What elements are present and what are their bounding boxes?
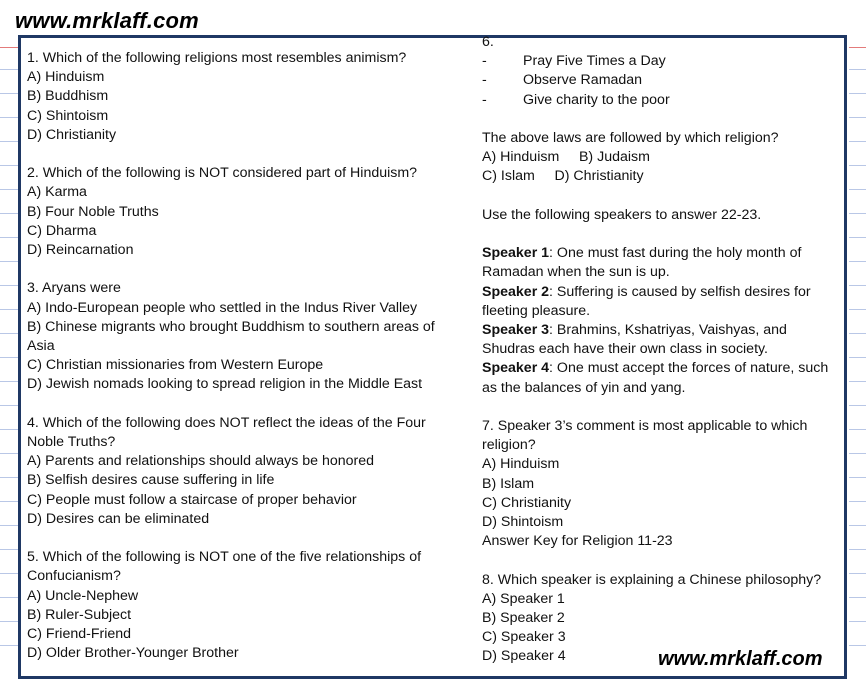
option: D) Desires can be eliminated xyxy=(27,510,210,527)
speaker-text: : One must accept the forces of nature, such as the balances of yin and yang. xyxy=(482,360,829,396)
rule-line xyxy=(849,525,866,526)
rule-line xyxy=(849,333,866,334)
question-2: 2. Which of the following is NOT considered part of Hinduism? xyxy=(27,165,418,182)
rule-line xyxy=(0,573,18,574)
rule-line xyxy=(849,381,866,382)
rule-line xyxy=(849,429,866,430)
dash-bullet: - xyxy=(482,72,487,89)
speaker-3 xyxy=(482,321,792,359)
margin-rule xyxy=(0,47,18,48)
speaker-1 xyxy=(482,244,822,282)
option: A) Parents and relationships should always be honored xyxy=(27,453,375,470)
right-column xyxy=(482,33,842,667)
rule-line xyxy=(0,117,18,118)
dash-bullet: - xyxy=(482,91,487,108)
speaker-label: Speaker 2 xyxy=(482,283,550,300)
option: A) Karma xyxy=(27,184,87,201)
law-item xyxy=(482,91,842,110)
law-text: Give charity to the poor xyxy=(523,91,670,108)
site-url-footer: www.mrklaff.com xyxy=(658,648,823,670)
speaker-text: : One must fast during the holy month of Ramadan when the sun is up. xyxy=(482,245,802,281)
rule-line xyxy=(0,477,18,478)
rule-line xyxy=(849,165,866,166)
question-5: 5. Which of the following is NOT one of the five relationships of Confucianism? xyxy=(27,549,422,585)
option: B) Selfish desires cause suffering in life xyxy=(27,472,275,489)
rule-line xyxy=(0,309,18,310)
option: D) Reincarnation xyxy=(27,242,134,259)
rule-line xyxy=(0,189,18,190)
option: D) Older Brother-Younger Brother xyxy=(27,645,239,662)
rule-line xyxy=(849,285,866,286)
speaker-text: : Brahmins, Kshatriyas, Vaishyas, and Shudras each have their own class in society. xyxy=(482,322,787,358)
rule-line xyxy=(849,645,866,646)
option: C) Speaker 3 xyxy=(482,629,566,646)
rule-line xyxy=(0,93,18,94)
dash-bullet: - xyxy=(482,53,487,70)
rule-line xyxy=(849,357,866,358)
speaker-label: Speaker 1 xyxy=(482,245,550,262)
option: B) Chinese migrants who brought Buddhism to southern areas of Asia xyxy=(27,318,435,355)
rule-line xyxy=(849,597,866,598)
rule-line xyxy=(0,549,18,550)
question-4: 4. Which of the following does NOT reflect the ideas of the Four Noble Truths? xyxy=(27,414,426,451)
option: D) Christianity xyxy=(27,126,117,143)
question-8: 8. Which speaker is explaining a Chinese philosophy? xyxy=(482,571,822,588)
rule-line xyxy=(849,213,866,214)
rule-line xyxy=(0,405,18,406)
option: C) Christianity xyxy=(482,494,572,511)
rule-line xyxy=(0,213,18,214)
option: D) Jewish nomads looking to spread religion in the Middle East xyxy=(27,376,423,393)
rule-line xyxy=(849,69,866,70)
rule-line xyxy=(849,477,866,478)
rule-line xyxy=(0,501,18,502)
option: A) Uncle-Nephew xyxy=(27,587,139,604)
answer-key-note: Answer Key for Religion 11-23 xyxy=(482,533,673,550)
option: A) Indo-European people who settled in the Indus River Valley xyxy=(27,299,418,316)
law-text: Pray Five Times a Day xyxy=(523,53,666,70)
rule-line xyxy=(0,165,18,166)
rule-line xyxy=(849,453,866,454)
law-item xyxy=(482,71,842,90)
rule-line xyxy=(849,309,866,310)
speakers-intro: Use the following speakers to answer 22-23. xyxy=(482,206,762,223)
option: C) People must follow a staircase of proper behavior xyxy=(27,491,357,508)
rule-line xyxy=(849,189,866,190)
rule-line xyxy=(849,621,866,622)
rule-line xyxy=(0,429,18,430)
question-6: The above laws are followed by which religion? xyxy=(482,130,779,146)
speaker-label: Speaker 4 xyxy=(482,360,550,377)
option: B) Islam xyxy=(482,475,535,492)
speaker-2 xyxy=(482,283,822,321)
option: B) Speaker 2 xyxy=(482,610,565,627)
rule-line xyxy=(849,237,866,238)
option: B) Ruler-Subject xyxy=(27,606,132,623)
rule-line xyxy=(849,141,866,142)
rule-line xyxy=(0,69,18,70)
rule-line xyxy=(0,597,18,598)
rule-line xyxy=(849,93,866,94)
rule-line xyxy=(0,261,18,262)
rule-line xyxy=(849,501,866,502)
option: B) Buddhism xyxy=(27,88,109,105)
option-row: C) Islam D) Christianity xyxy=(482,168,644,185)
option-row: A) Hinduism B) Judaism xyxy=(482,149,650,166)
rule-line xyxy=(0,525,18,526)
rule-line xyxy=(849,573,866,574)
speaker-label: Speaker 3 xyxy=(482,322,550,338)
question-7: 7. Speaker 3’s comment is most applicable to which religion? xyxy=(482,418,808,454)
rule-line xyxy=(0,357,18,358)
option: D) Shintoism xyxy=(482,514,564,531)
question-6-number: 6. xyxy=(482,34,494,50)
rule-line xyxy=(0,333,18,334)
option: C) Friend-Friend xyxy=(27,626,132,643)
law-text: Observe Ramadan xyxy=(523,72,643,89)
rule-line xyxy=(849,405,866,406)
question-3: 3. Aryans were xyxy=(27,280,121,297)
option: A) Speaker 1 xyxy=(482,590,565,607)
margin-rule xyxy=(849,47,866,48)
question-1: 1. Which of the following religions most resembles animism? xyxy=(27,50,407,66)
speaker-text: : Suffering is caused by selfish desires for fleeting pleasure. xyxy=(482,283,811,319)
option: D) Speaker 4 xyxy=(482,648,566,665)
rule-line xyxy=(0,285,18,286)
option: A) Hinduism xyxy=(27,69,105,86)
option: A) Hinduism xyxy=(482,456,560,473)
rule-line xyxy=(849,117,866,118)
rule-line xyxy=(0,237,18,238)
option: B) Four Noble Truths xyxy=(27,203,159,220)
law-item xyxy=(482,52,842,71)
option: C) Shintoism xyxy=(27,107,109,124)
rule-line xyxy=(849,549,866,550)
option: C) Christian missionaries from Western Europe xyxy=(27,357,324,374)
rule-line xyxy=(0,453,18,454)
rule-line xyxy=(0,141,18,142)
left-column xyxy=(27,49,447,663)
rule-line xyxy=(0,621,18,622)
rule-line xyxy=(849,261,866,262)
rule-line xyxy=(0,645,18,646)
option: C) Dharma xyxy=(27,222,97,239)
site-url-header: www.mrklaff.com xyxy=(15,8,199,33)
speaker-4 xyxy=(482,359,842,397)
rule-line xyxy=(0,381,18,382)
